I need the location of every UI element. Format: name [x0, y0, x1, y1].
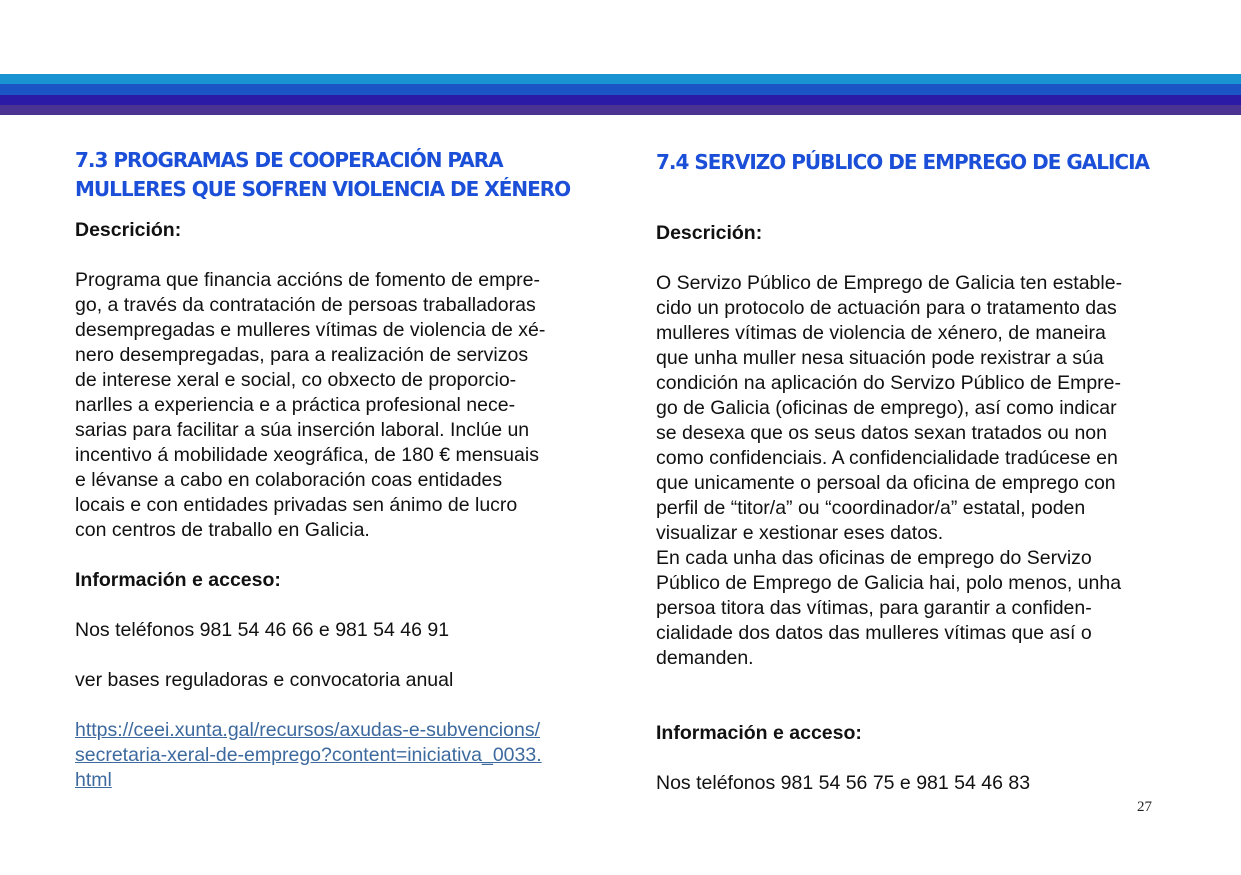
section-7-3: [75, 146, 595, 793]
info-link[interactable]: https://ceei.xunta.gal/recursos/axudas-e-subvencions/ secretaria-xeral-de-emprego?content=iniciativa_0033. html: [75, 719, 542, 791]
bases-text: ver bases reguladoras e convocatoria anual: [75, 669, 454, 691]
phone-numbers: Nos teléfonos 981 54 46 66 e 981 54 46 91: [75, 619, 450, 641]
section-title: 7.3 PROGRAMAS DE COOPERACIÓN PARA MULLERES QUE SOFREN VIOLENCIA DE XÉNERO: [75, 148, 571, 201]
description-label: Descrición:: [75, 219, 182, 241]
section-7-4: [656, 146, 1176, 796]
info-access-label: Información e acceso:: [656, 722, 862, 744]
description-text: Programa que financia accións de fomento de empre- go, a través da contratación de persoas traballadoras desempregadas e mulleres vítimas de violencia de xé- nero desempregadas, para a realización de servizos de interese xeral e social, co obxecto de proporcio- narlles a experiencia e a práctica profesional nece- sarias para facilitar a súa inserción laboral. Inclúe un incentivo á mobilidade xeográfica, de 180 € mensuais e lévanse a cabo en colaboración coas entidades locais e con entidades privadas sen ánimo de lucro con centros de traballo en Galicia.: [75, 269, 546, 541]
header-band-blue: [0, 84, 1241, 95]
header-band-purple: [0, 105, 1241, 115]
info-access-label: Información e acceso:: [75, 569, 281, 591]
phone-numbers: Nos teléfonos 981 54 56 75 e 981 54 46 83: [656, 772, 1031, 794]
description-text: O Servizo Público de Emprego de Galicia ten estable- cido un protocolo de actuación para o tratamento das mulleres vítimas de violencia de xénero, de maneira que unha muller nesa situación pode rexistrar a súa condición na aplicación do Servizo Público de Empre- go de Galicia (oficinas de emprego), así como indicar se desexa que os seus datos sexan tratados ou non como confidenciais. A confidencialidade tradúcese en que unicamente o persoal da oficina de emprego con perfil de “titor/a” ou “coordinador/a” estatal, poden visualizar e xestionar eses datos. En cada unha das oficinas de emprego do Servizo Público de Emprego de Galicia hai, polo menos, unha persoa titora das vítimas, para garantir a confiden- cialidade dos datos das mulleres vítimas que así o demanden.: [656, 272, 1123, 669]
page-number: 27: [1137, 799, 1152, 815]
header-band-indigo: [0, 95, 1241, 105]
section-title: 7.4 SERVIZO PÚBLICO DE EMPREGO DE GALICIA: [656, 150, 1150, 174]
header-band-light-blue: [0, 74, 1241, 84]
description-label: Descrición:: [656, 222, 763, 244]
